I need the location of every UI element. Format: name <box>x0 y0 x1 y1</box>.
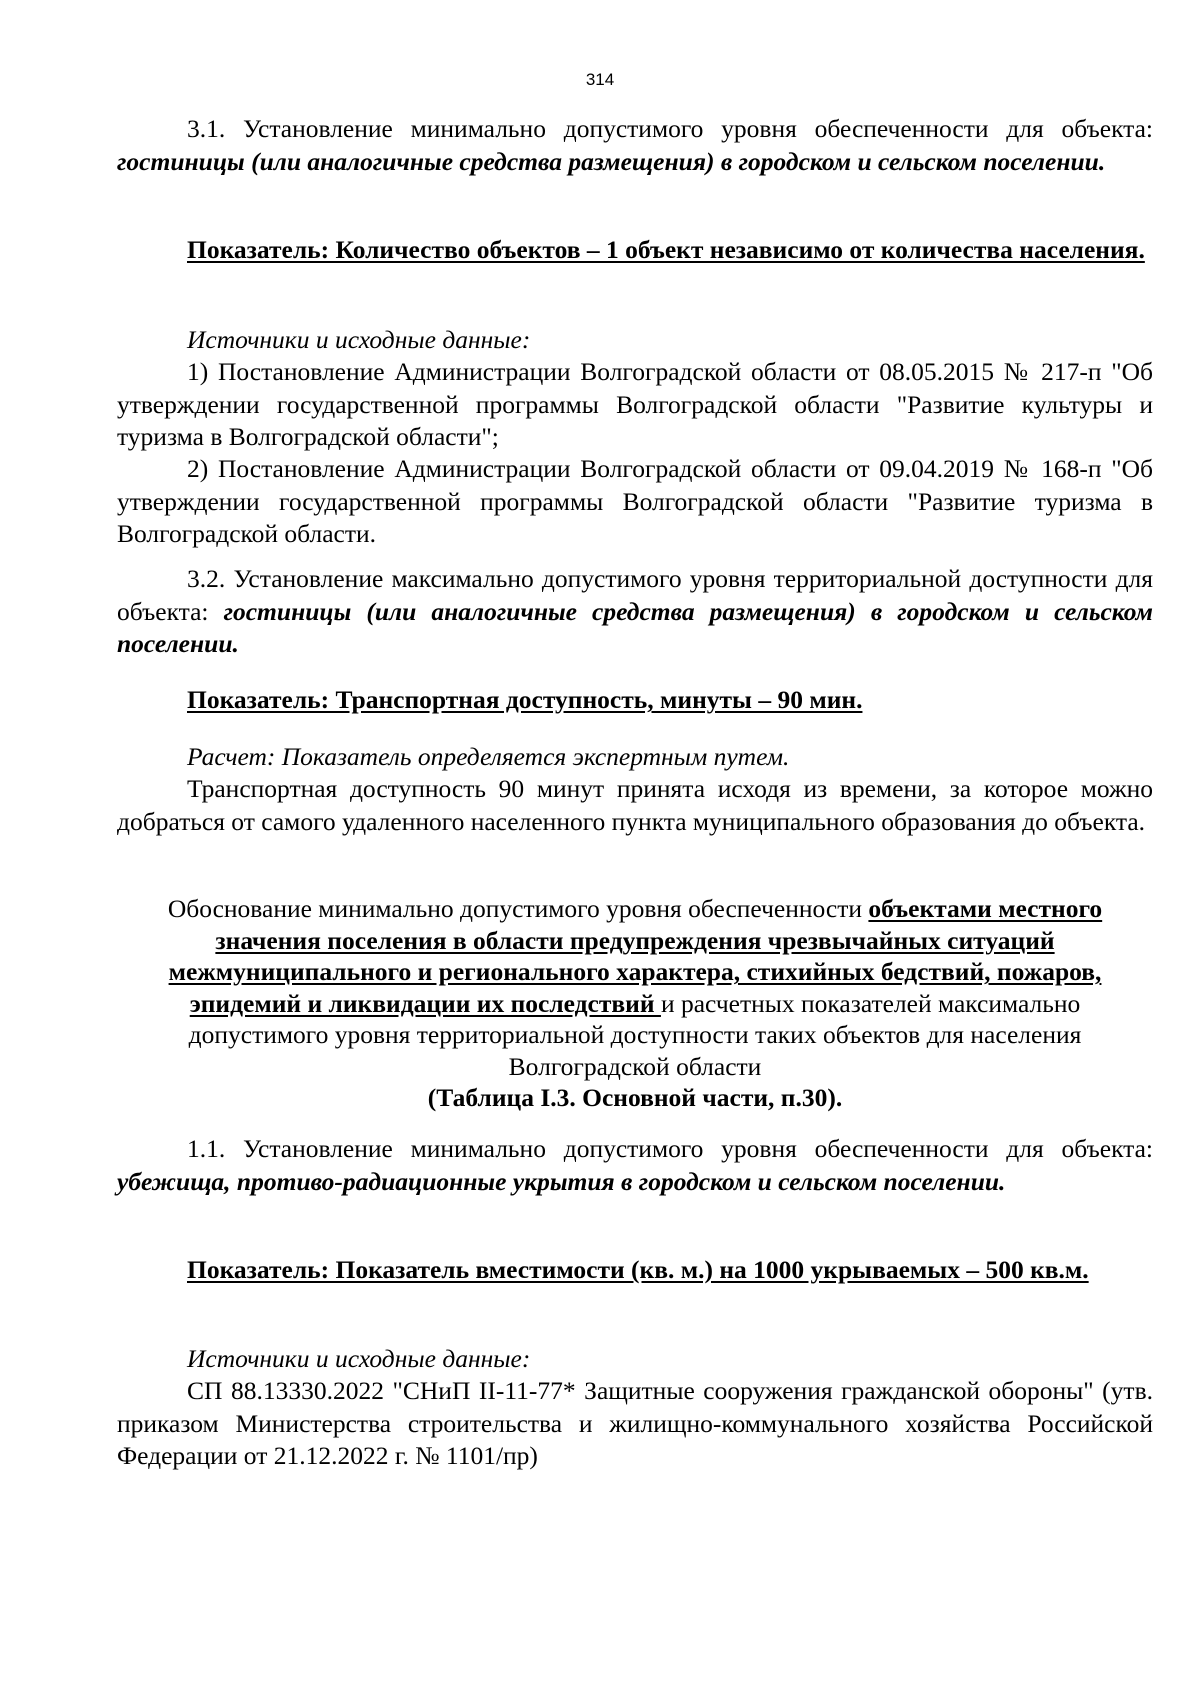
section-3-2-object: гостиницы (или аналогичные средства размещения) в городском и сельском поселении. <box>117 596 1153 658</box>
justification-lead: Обоснование минимально допустимого уровня обеспеченности <box>167 894 869 923</box>
indicator-3-1: Показатель: Количество объектов – 1 объект независимо от количества населения. <box>187 235 1145 264</box>
section-3-2-lead: 3.2. Установление максимально допустимого уровня территориальной доступности для объекта: <box>117 564 1153 626</box>
indicator-3-2: Показатель: Транспортная доступность, минуты – 90 мин. <box>187 685 863 714</box>
justification-reference: (Таблица I.3. Основной части, п.30). <box>427 1083 843 1112</box>
calculation-text: Транспортная доступность 90 минут принята исходя из времени, за которое можно добраться от самого удаленного населенного пункта муниципального образования до объекта. <box>117 774 1153 836</box>
section-1-1-object: убежища, противо-радиационные укрытия в городском и сельском поселении. <box>117 1166 1006 1196</box>
source-item-sp: СП 88.13330.2022 "СНиП II-11-77* Защитные сооружения гражданской обороны" (утв. приказом Министерства строительства и жилищно-коммунального хозяйства Российской Федерации от 21.12.2022 г. № 1101/пр) <box>117 1376 1153 1470</box>
section-3-1 <box>117 113 1153 178</box>
sources-heading-1-1: Источники и исходные данные: <box>187 1344 531 1373</box>
section-1-1-lead: 1.1. Установление минимально допустимого уровня обеспеченности для объекта: <box>187 1134 1153 1163</box>
justification-block <box>117 893 1153 1114</box>
calculation-heading: Расчет: Показатель определяется экспертным путем. <box>187 742 790 771</box>
sources-heading-3-1: Источники и исходные данные: <box>187 325 531 354</box>
source-item-1: 1) Постановление Администрации Волгоградской области от 08.05.2015 № 217-п "Об утверждении государственной программы Волгоградской области "Развитие культуры и туризма в Волгоградской области"; <box>117 357 1153 451</box>
page-number: 314 <box>585 70 615 89</box>
section-3-2 <box>117 563 1153 661</box>
justification-tail: и расчетных показателей максимально допустимого уровня территориальной доступности таких объектов для населения Волгоградской области <box>188 988 1082 1081</box>
section-3-1-object: гостиницы (или аналогичные средства размещения) в городском и сельском поселении. <box>117 146 1106 176</box>
section-3-1-lead: 3.1. Установление минимально допустимого уровня обеспеченности для объекта: <box>187 114 1153 143</box>
justification-subject: объектами местного значения поселения в области предупреждения чрезвычайных ситуаций межмуниципального и регионального характера, стихийных бедствий, пожаров, эпидемий и ликвидации их последствий <box>168 894 1103 1018</box>
indicator-1-1: Показатель: Показатель вместимости (кв. м.) на 1000 укрываемых – 500 кв.м. <box>187 1255 1089 1284</box>
section-1-1 <box>117 1133 1153 1198</box>
source-item-2: 2) Постановление Администрации Волгоградской области от 09.04.2019 № 168-п "Об утверждении государственной программы Волгоградской области "Развитие туризма в Волгоградской области. <box>117 454 1153 548</box>
